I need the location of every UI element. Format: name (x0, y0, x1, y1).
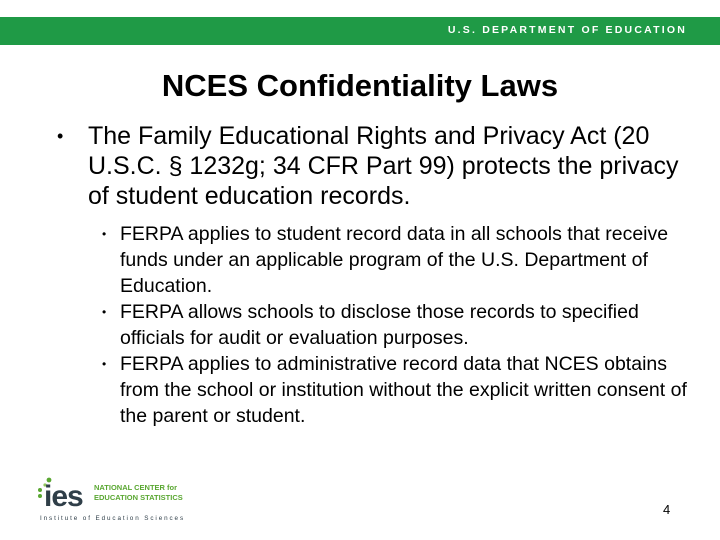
header-text: U.S. DEPARTMENT OF EDUCATION (447, 24, 687, 36)
sub-bullet-text: FERPA applies to student record data in all schools that receive funds under an applicable program of the U.S. Department of Education. (120, 223, 669, 297)
sub-bullet (102, 299, 700, 351)
bullet-dot-icon: • (102, 357, 107, 371)
bullet-dot-icon: • (102, 227, 107, 241)
page-number: 4 (663, 502, 671, 517)
header-bar (0, 17, 720, 45)
logo-dot (38, 494, 42, 498)
logo-tagline: Institute of Education Sciences (40, 515, 186, 522)
sub-bullet-text: FERPA allows schools to disclose those records to specified officials for audit or evaluation purposes. (120, 301, 639, 349)
bullet-dot-icon: • (57, 126, 64, 146)
logo-line2: EDUCATION STATISTICS (94, 493, 183, 502)
main-bullet (57, 121, 688, 211)
slide-title: NCES Confidentiality Laws (161, 68, 559, 103)
logo-mark: ies (44, 480, 83, 513)
logo-line1: NATIONAL CENTER for (94, 483, 178, 492)
sub-bullet-list (102, 221, 700, 429)
bullet-dot-icon: • (102, 305, 107, 319)
sub-bullet (102, 221, 700, 299)
main-bullet-text: The Family Educational Rights and Privacy Act (20 U.S.C. § 1232g; 34 CFR Part 99) protects the privacy of student education records. (88, 122, 679, 210)
logo-dot (38, 488, 42, 492)
sub-bullet (102, 351, 700, 429)
sub-bullet-text: FERPA applies to administrative record data that NCES obtains from the school or institution without the explicit written consent of the parent or student. (120, 353, 687, 427)
ies-logo (36, 476, 236, 524)
